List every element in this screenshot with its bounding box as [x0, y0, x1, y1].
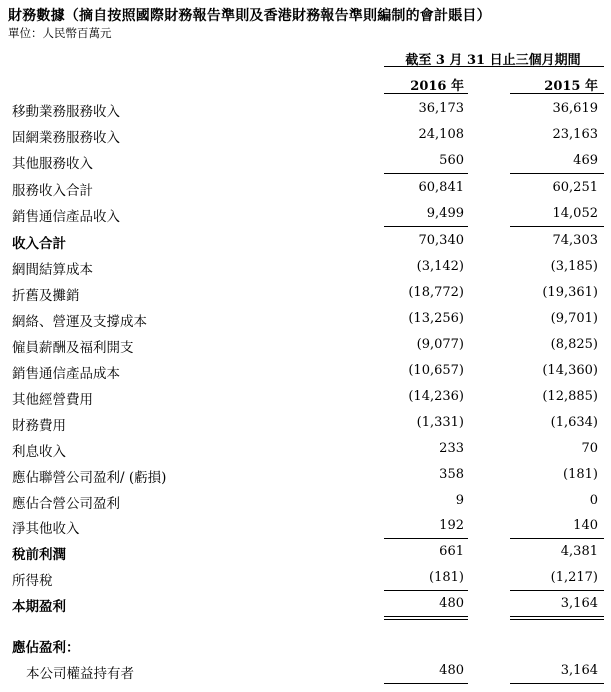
total-double-rule — [510, 616, 604, 620]
table-row — [0, 201, 611, 227]
value-2015: (181) — [563, 467, 598, 482]
table-row — [0, 332, 611, 358]
value-2015: 469 — [573, 153, 598, 168]
value-2016: 24,108 — [418, 127, 464, 142]
year-underline-2015 — [510, 93, 604, 94]
value-2016: 70,340 — [418, 233, 464, 248]
subtotal-rule — [384, 173, 468, 174]
subtotal-rule — [510, 226, 604, 227]
value-2015: (1,634) — [550, 415, 598, 430]
row-label: 本期盈利 — [12, 599, 66, 615]
value-2016: (9,077) — [416, 337, 464, 352]
table-row — [0, 565, 611, 591]
value-2016: (10,657) — [408, 363, 464, 378]
row-label: 財務費用 — [12, 418, 66, 434]
value-2015: 70 — [581, 441, 598, 456]
value-2016: 560 — [439, 153, 464, 168]
value-2016: 233 — [439, 441, 464, 456]
year-header-2015: 2015 年 — [544, 79, 598, 94]
subtotal-rule — [384, 683, 468, 684]
value-2015: 3,164 — [560, 663, 598, 678]
year-underline-2016 — [384, 93, 468, 94]
value-2016: 9,499 — [426, 206, 464, 221]
value-2016: 480 — [439, 663, 464, 678]
value-2015: (19,361) — [542, 285, 598, 300]
value-2015: 36,619 — [552, 101, 598, 116]
row-label: 僱員薪酬及福利開支 — [12, 340, 134, 356]
table-row — [0, 658, 611, 684]
row-label: 淨其他收入 — [12, 521, 80, 537]
value-2016: (13,256) — [408, 311, 464, 326]
value-2015: (9,701) — [550, 311, 598, 326]
row-label: 移動業務服務收入 — [12, 104, 120, 120]
value-2016: 36,173 — [418, 101, 464, 116]
table-row — [0, 591, 611, 617]
table-row — [0, 539, 611, 565]
row-label: 本公司權益持有者 — [26, 666, 134, 682]
subtotal-rule — [510, 683, 604, 684]
row-label: 其他服務收入 — [12, 156, 93, 172]
value-2016: (181) — [429, 570, 464, 585]
table-row — [0, 254, 611, 280]
row-label: 利息收入 — [12, 444, 66, 460]
row-label: 網絡、營運及支撐成本 — [12, 314, 147, 330]
table-row — [0, 384, 611, 410]
table-row — [0, 410, 611, 436]
year-header-2016: 2016 年 — [410, 79, 464, 94]
row-label: 網間結算成本 — [12, 262, 93, 278]
table-row — [0, 122, 611, 148]
table-row — [0, 306, 611, 332]
value-2016: (3,142) — [416, 259, 464, 274]
table-row — [0, 148, 611, 174]
value-2015: 14,052 — [552, 206, 598, 221]
subtotal-rule — [510, 173, 604, 174]
statement-title: 財務數據（摘自按照國際財務報告準則及香港財務報告準則編制的會計賬目） — [8, 8, 491, 24]
total-double-rule — [384, 616, 468, 620]
row-label: 折舊及攤銷 — [12, 288, 80, 304]
value-2016: 192 — [439, 518, 464, 533]
value-2016: 60,841 — [418, 180, 464, 195]
value-2015: 74,303 — [552, 233, 598, 248]
value-2015: (3,185) — [550, 259, 598, 274]
attributable-heading-row — [0, 632, 611, 658]
table-row — [0, 175, 611, 201]
table-row — [0, 513, 611, 539]
table-row — [0, 228, 611, 254]
attributable-heading: 應佔盈利： — [12, 640, 80, 656]
row-label: 其他經營費用 — [12, 392, 93, 408]
value-2015: 60,251 — [552, 180, 598, 195]
row-label: 所得稅 — [12, 573, 53, 589]
value-2016: (1,331) — [416, 415, 464, 430]
row-label: 稅前利潤 — [12, 547, 66, 563]
row-label: 應佔聯營公司盈利/ (虧損) — [12, 470, 167, 486]
value-2015: 23,163 — [552, 127, 598, 142]
table-row — [0, 358, 611, 384]
subtotal-rule — [384, 226, 468, 227]
period-header: 截至 3 月 31 日止三個月期間 — [405, 53, 581, 68]
row-label: 固網業務服務收入 — [12, 130, 120, 146]
value-2015: (1,217) — [550, 570, 598, 585]
value-2016: 9 — [455, 493, 464, 508]
value-2016: (18,772) — [408, 285, 464, 300]
table-row — [0, 436, 611, 462]
row-label: 銷售通信產品成本 — [12, 366, 120, 382]
value-2015: (12,885) — [542, 389, 598, 404]
value-2016: 480 — [439, 596, 464, 611]
value-2016: 358 — [439, 467, 464, 482]
row-label: 服務收入合計 — [12, 183, 93, 199]
row-label: 銷售通信產品收入 — [12, 209, 120, 225]
value-2016: (14,236) — [408, 389, 464, 404]
value-2015: (8,825) — [550, 337, 598, 352]
table-row — [0, 96, 611, 122]
value-2016: 661 — [439, 544, 464, 559]
value-2015: 0 — [589, 493, 598, 508]
table-row — [0, 280, 611, 306]
value-2015: 3,164 — [560, 596, 598, 611]
row-label: 應佔合營公司盈利 — [12, 496, 120, 512]
value-2015: 4,381 — [560, 544, 598, 559]
value-2015: (14,360) — [542, 363, 598, 378]
table-row — [0, 462, 611, 488]
period-underline — [384, 66, 604, 67]
row-label: 收入合計 — [12, 236, 66, 252]
table-row — [0, 488, 611, 514]
currency-unit: 單位：人民幣百萬元 — [8, 26, 112, 40]
value-2015: 140 — [573, 518, 598, 533]
